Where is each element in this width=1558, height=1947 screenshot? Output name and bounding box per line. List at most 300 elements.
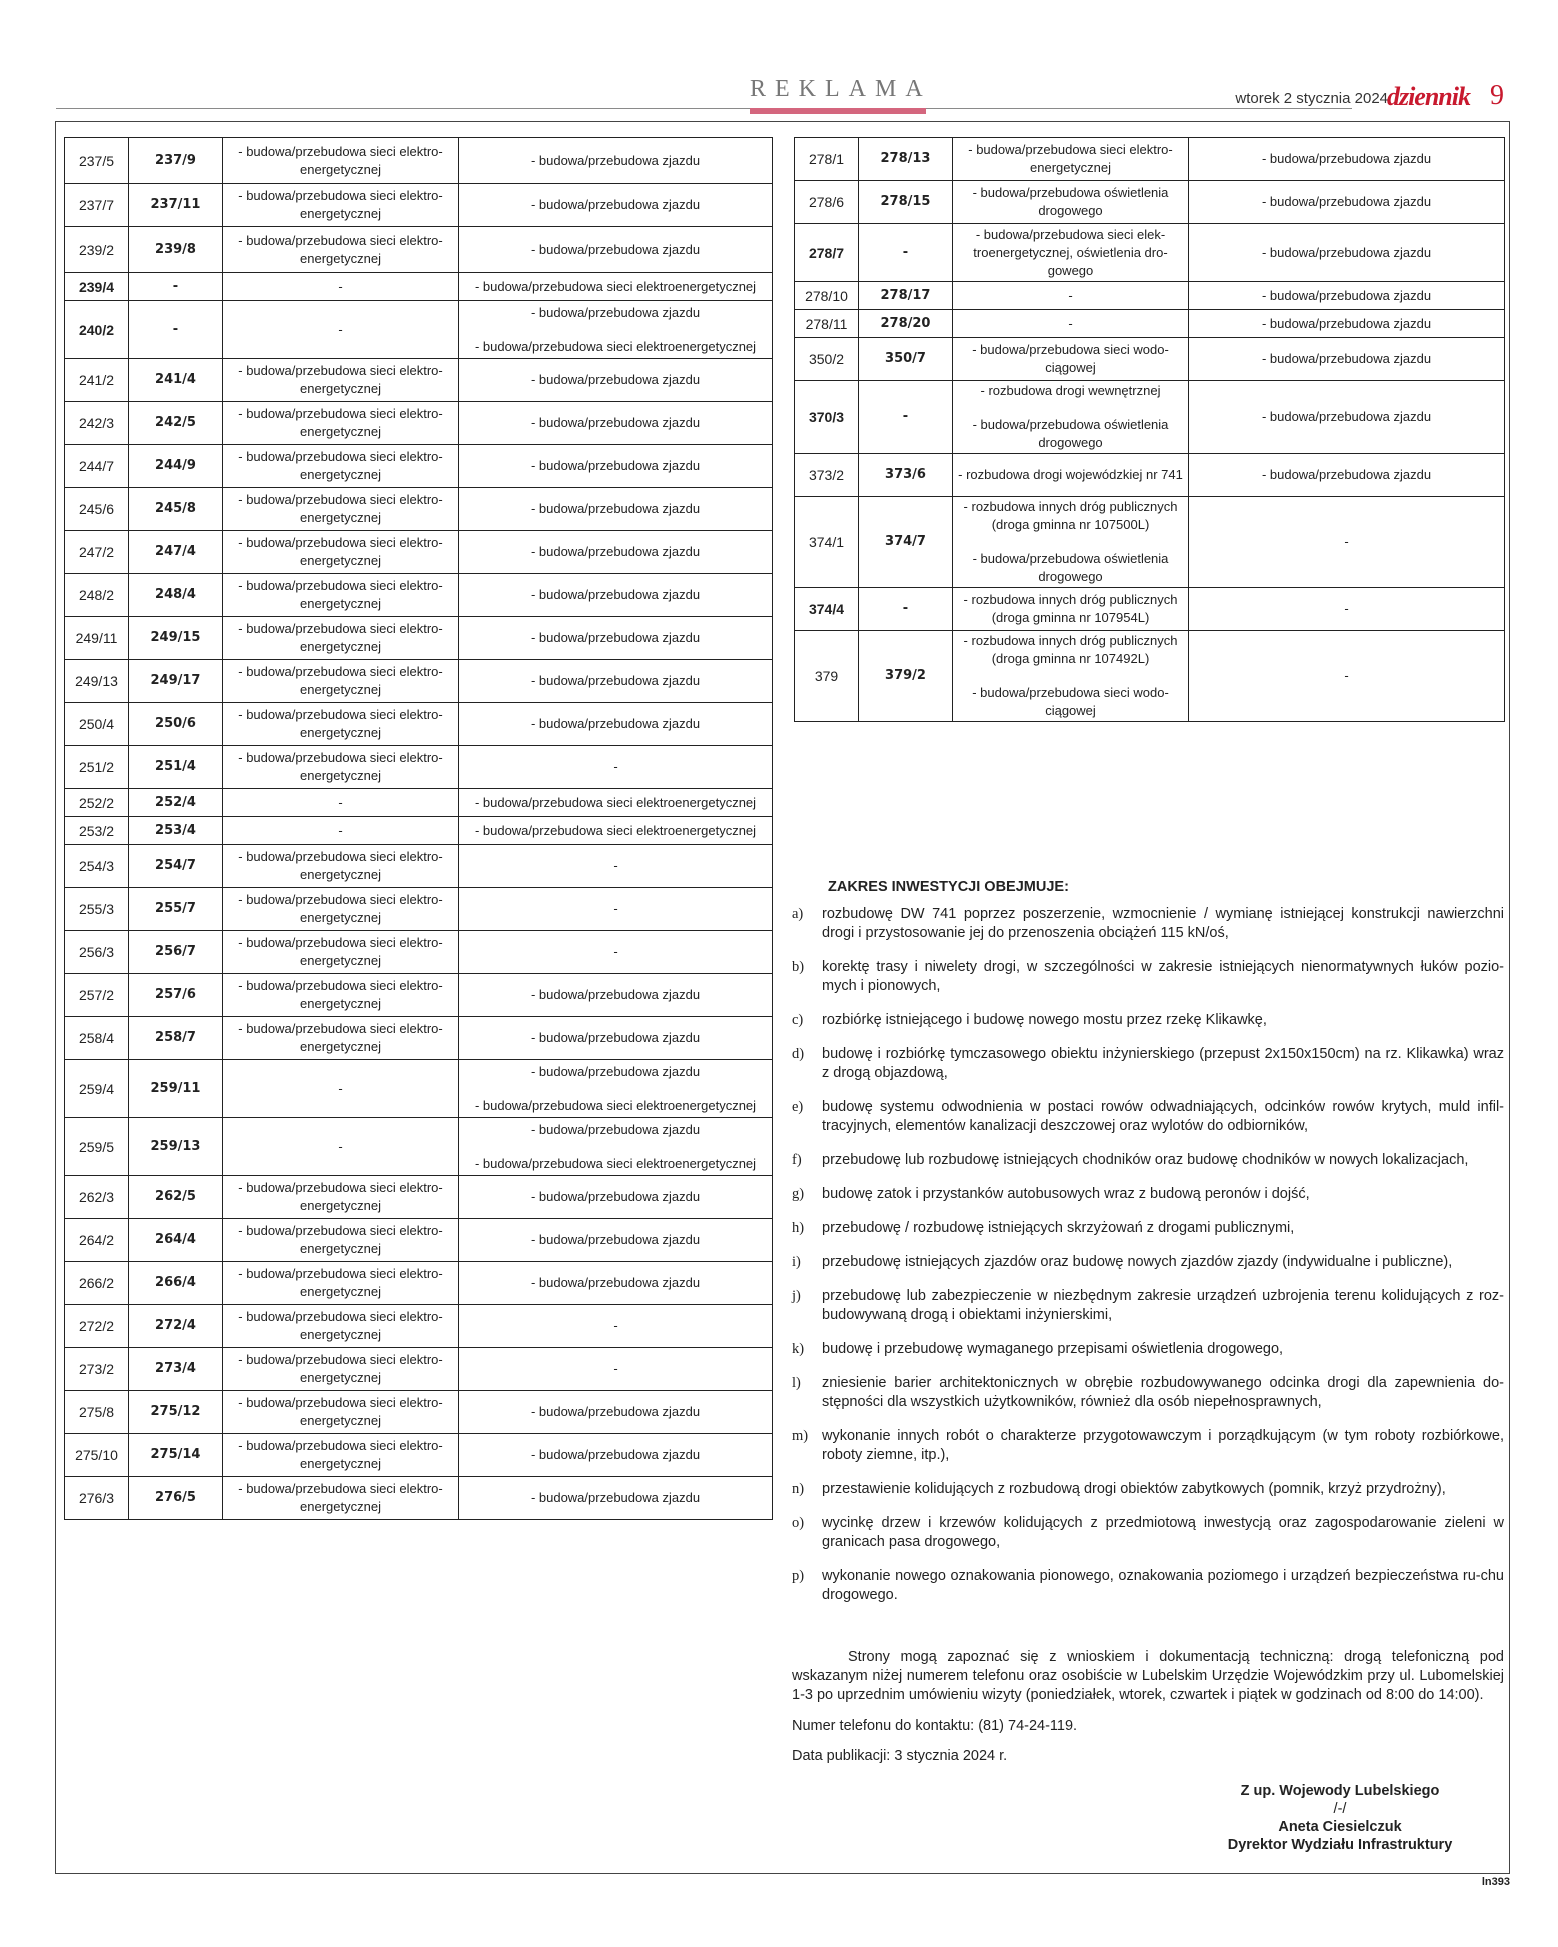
access-column (459, 138, 773, 184)
parcel-after: 262/5 (129, 1176, 223, 1219)
parcel-after: 278/17 (859, 282, 953, 310)
cell-line: - budowa/przebudowa sieci elektro-energetycznej (238, 1352, 443, 1385)
cell-line: - budowa/przebudowa sieci elektro-energetycznej (238, 535, 443, 568)
parcel-after: 373/6 (859, 454, 953, 497)
access-column (459, 1060, 773, 1118)
parcel-after: - (859, 224, 953, 282)
parcel-after: 254/7 (129, 845, 223, 888)
scope-item-text: budowę zatok i przystanków autobusowych wraz z budową peronów i dojść, (822, 1186, 1310, 1202)
parcel-before: 258/4 (65, 1017, 129, 1060)
cell-line: - (1068, 315, 1073, 331)
table-row (795, 381, 1505, 454)
parcel-before: 250/4 (65, 703, 129, 746)
access-column (1189, 381, 1505, 454)
cell-line: - budowa/przebudowa zjazdu (530, 587, 701, 602)
cell-line: - budowa/przebudowa sieci elektro-energetycznej (238, 363, 443, 396)
parcel-after: 259/13 (129, 1118, 223, 1176)
parcel-after: 253/4 (129, 817, 223, 845)
cell-line: - budowa/przebudowa sieci elektro-energetycznej (238, 978, 443, 1011)
parcel-before: 254/3 (65, 845, 129, 888)
works-column (953, 224, 1189, 282)
cell-line: - (338, 321, 343, 337)
cell-line: - budowa/przebudowa zjazdu (530, 544, 701, 559)
table-row (65, 1017, 773, 1060)
scope-item-letter: l) (792, 1375, 801, 1391)
cell-line: - budowa/przebudowa zjazdu (530, 501, 701, 516)
parcel-after: 350/7 (859, 338, 953, 381)
scope-item (792, 1567, 1504, 1605)
parcel-before: 244/7 (65, 445, 129, 488)
cell-line: - (613, 901, 618, 916)
parcel-after: 239/8 (129, 227, 223, 273)
parcel-before: 245/6 (65, 488, 129, 531)
access-column (1189, 497, 1505, 588)
right-parcel-table (794, 137, 1505, 722)
cell-line: - budowa/przebudowa zjazdu (1261, 287, 1432, 303)
access-column (459, 273, 773, 301)
parcel-before: 240/2 (65, 301, 129, 359)
scope-item-text: budowę systemu odwodnienia w postaci rowów odwadniających, odcinków rowów krytych, muld infil-tracyjnych, elementów kanalizacji deszczowej oraz wylotów do odbiorników, (822, 1099, 1504, 1134)
works-column (223, 1060, 459, 1118)
section-underline (750, 108, 926, 114)
parcel-before: 241/2 (65, 359, 129, 402)
access-column (1189, 310, 1505, 338)
table-row (65, 1262, 773, 1305)
table-row (65, 617, 773, 660)
cell-line: - budowa/przebudowa zjazdu (530, 372, 701, 387)
access-column (459, 746, 773, 789)
works-column (223, 488, 459, 531)
parcel-before: 370/3 (795, 381, 859, 454)
parcel-before: 273/2 (65, 1348, 129, 1391)
cell-line: - (613, 944, 618, 959)
scope-item (792, 1287, 1504, 1325)
works-column (223, 1017, 459, 1060)
parcel-after: - (129, 301, 223, 359)
parcel-after: 249/15 (129, 617, 223, 660)
parcel-before: 253/2 (65, 817, 129, 845)
table-row (65, 359, 773, 402)
parcel-after: 264/4 (129, 1219, 223, 1262)
scope-item (792, 1480, 1504, 1499)
parcel-after: 237/11 (129, 184, 223, 227)
access-column (1189, 138, 1505, 181)
works-column (223, 138, 459, 184)
parcel-before: 249/13 (65, 660, 129, 703)
ad-code: ln393 (1481, 1876, 1510, 1888)
scope-item-text: wycinkę drzew i krzewów kolidujących z przedmiotową inwestycją oraz zagospodarowanie zieleni w granicach pasa drogowego, (822, 1515, 1504, 1550)
works-column (953, 454, 1189, 497)
scope-item-text: korektę trasy i niwelety drogi, w szczególności w zakresie istniejących nienormatywnych łuków pozio-mych i pionowych, (822, 959, 1504, 994)
parcel-after: 245/8 (129, 488, 223, 531)
section-label: REKLAMA (750, 76, 932, 102)
access-column (459, 1477, 773, 1520)
cell-line: - budowa/przebudowa sieci elektro-energetycznej (238, 1395, 443, 1428)
cell-line: - budowa/przebudowa zjazdu (530, 673, 701, 688)
parcel-before: 264/2 (65, 1219, 129, 1262)
parcel-after: 275/12 (129, 1391, 223, 1434)
scope-item (792, 1045, 1504, 1083)
works-column (223, 273, 459, 301)
access-column (459, 617, 773, 660)
access-column (1189, 338, 1505, 381)
works-column (223, 660, 459, 703)
cell-line: - budowa/przebudowa zjazdu (530, 241, 701, 257)
works-column (223, 1348, 459, 1391)
cell-line: - (1344, 534, 1349, 549)
access-column (459, 817, 773, 845)
access-column (1189, 282, 1505, 310)
works-column (953, 381, 1189, 454)
page-number: 9 (1490, 80, 1504, 111)
table-row (65, 301, 773, 359)
parcel-before: 275/8 (65, 1391, 129, 1434)
cell-line: - budowa/przebudowa zjazdu (530, 1447, 701, 1462)
scope-item-letter: f) (792, 1152, 802, 1168)
scope-item-text: wykonanie nowego oznakowania pionowego, oznakowania poziomego i urządzeń bezpieczeństwa ru-chu drogowego. (822, 1568, 1504, 1603)
cell-line: - budowa/przebudowa zjazdu (530, 630, 701, 645)
cell-line: - budowa/przebudowa sieci elektro-energetycznej (238, 1266, 443, 1299)
table-row (65, 703, 773, 746)
cell-line: - budowa/przebudowa sieci elek-troenergetycznej, oświetlenia dro-gowego (973, 226, 1168, 278)
cell-line: - budowa/przebudowa zjazdu (1261, 351, 1432, 366)
works-column (953, 282, 1189, 310)
works-column (223, 1434, 459, 1477)
access-column (459, 931, 773, 974)
scope-item-letter: o) (792, 1515, 805, 1531)
works-column (223, 301, 459, 359)
parcel-before: 239/2 (65, 227, 129, 273)
scope-list (792, 905, 1504, 1605)
parcel-after: 242/5 (129, 402, 223, 445)
cell-line: - budowa/przebudowa zjazdu (1261, 467, 1432, 482)
cell-line: - budowa/przebudowa sieci elektro-energetycznej (238, 664, 443, 697)
cell-line: - budowa/przebudowa sieci elektro-energetycznej (238, 143, 443, 177)
access-column (459, 1434, 773, 1477)
works-column (223, 402, 459, 445)
access-column (459, 660, 773, 703)
parcel-after: 379/2 (859, 631, 953, 722)
signature-line-2: /-/ (1333, 1801, 1347, 1817)
scope-item-letter: p) (792, 1568, 805, 1584)
access-column (459, 1391, 773, 1434)
parcel-after: 278/20 (859, 310, 953, 338)
scope-item-letter: e) (792, 1099, 804, 1115)
publication-date: Data publikacji: 3 stycznia 2024 r. (792, 1748, 1008, 1764)
works-column (953, 631, 1189, 722)
contact-phone: Numer telefonu do kontaktu: (81) 74-24-119. (792, 1718, 1078, 1734)
table-row (65, 1118, 773, 1176)
cell-line: - budowa/przebudowa zjazdu (1261, 244, 1432, 260)
parcel-before: 278/7 (795, 224, 859, 282)
access-column (459, 974, 773, 1017)
parcel-after: 266/4 (129, 1262, 223, 1305)
access-column (1189, 588, 1505, 631)
scope-item (792, 1011, 1504, 1030)
page-header (56, 72, 1512, 118)
works-column (223, 1176, 459, 1219)
scope-item-letter: d) (792, 1046, 805, 1062)
cell-line: - (338, 822, 343, 838)
works-column (223, 974, 459, 1017)
scope-item-text: przebudowę lub zabezpieczenie w niezbędnym zakresie urządzeń uzbrojenia terenu kolidujących z roz-budowywaną drogą i obiektami inżynierskimi, (822, 1288, 1504, 1323)
parcel-after: - (859, 381, 953, 454)
parcel-after: - (859, 588, 953, 631)
parcel-before: 237/5 (65, 138, 129, 184)
table-row (65, 574, 773, 617)
brand-logo: dziennik (1386, 82, 1470, 111)
parcel-before: 278/1 (795, 138, 859, 181)
parcel-after: 272/4 (129, 1305, 223, 1348)
scope-title: ZAKRES INWESTYCJI OBEJMUJE: (828, 879, 1069, 895)
scope-item (792, 958, 1504, 996)
cell-line: - rozbudowa innych dróg publicznych (droga gminna nr 107492L) (963, 633, 1178, 666)
notice-paragraph: Strony mogą zapoznać się z wnioskiem i dokumentacją techniczną: drogą telefoniczną pod wskazanym niżej numerem telefonu oraz osobiście w Lubelskim Urzędzie Wojewódzkim przy ul. Lubomelskiej 1-3 po uprzednim umówieniu wizyty (poniedziałek, wtorek, czwartek i piątek w godzinach od 8:00 do 14:00). (792, 1649, 1504, 1703)
header-rule (56, 108, 1352, 109)
cell-line: - (1344, 601, 1349, 616)
scope-item-text: przebudowę istniejących zjazdów oraz budowę nowych zjazdów zjazdy (indywidualne i publiczne), (822, 1254, 1453, 1270)
table-row (65, 746, 773, 789)
cell-line: - (613, 759, 618, 774)
works-column (223, 531, 459, 574)
works-column (223, 184, 459, 227)
table-row (795, 310, 1505, 338)
scope-item (792, 1185, 1504, 1204)
table-row (65, 227, 773, 273)
cell-line: - budowa/przebudowa zjazdu (530, 1275, 701, 1290)
access-column (459, 301, 773, 359)
scope-item-letter: k) (792, 1341, 805, 1357)
scope-item (792, 1219, 1504, 1238)
access-column (459, 488, 773, 531)
cell-line: - (1344, 668, 1349, 683)
parcel-after: 259/11 (129, 1060, 223, 1118)
cell-line: - budowa/przebudowa zjazdu (530, 1121, 701, 1137)
access-column (459, 1017, 773, 1060)
cell-line: - budowa/przebudowa zjazdu (1261, 315, 1432, 331)
works-column (223, 359, 459, 402)
cell-line: - (338, 278, 343, 294)
scope-item-letter: h) (792, 1220, 805, 1236)
scope-item-text: zniesienie barier architektonicznych w obrębie rozbudowywanego odcinka drogi dla zapewnienia do-stępności dla wszystkich użytkowników, również dla osób niepełnosprawnych, (822, 1375, 1504, 1410)
scope-item-text: wykonanie innych robót o charakterze przygotowawczym i porządkującym (w tym roboty rozbiórkowe, roboty ziemne, itp.), (822, 1428, 1504, 1463)
access-column (459, 227, 773, 273)
table-row (65, 531, 773, 574)
table-row (65, 660, 773, 703)
parcel-after: 275/14 (129, 1434, 223, 1477)
table-row (795, 588, 1505, 631)
parcel-before: 266/2 (65, 1262, 129, 1305)
cell-line: - rozbudowa drogi wojewódzkiej nr 741 (958, 467, 1183, 482)
signature-line-1: Z up. Wojewody Lubelskiego (1240, 1783, 1440, 1799)
scope-item-text: przestawienie kolidujących z rozbudową drogi obiektów zabytkowych (pomnik, krzyż przydrożny), (822, 1481, 1446, 1497)
table-row (795, 454, 1505, 497)
table-row (65, 1219, 773, 1262)
cell-line: - budowa/przebudowa sieci elektro-energetycznej (238, 578, 443, 611)
parcel-after: 247/4 (129, 531, 223, 574)
table-row (65, 1391, 773, 1434)
cell-line: - budowa/przebudowa sieci elektro-energetycznej (238, 935, 443, 968)
cell-line: - budowa/przebudowa zjazdu (530, 1490, 701, 1505)
scope-item-text: rozbiórkę istniejącego i budowę nowego mostu przez rzekę Klikawkę, (822, 1012, 1267, 1028)
scope-item-text: rozbudowę DW 741 poprzez poszerzenie, wzmocnienie / wymianę istniejącej konstrukcji nawierzchni drogi i przystosowanie jej do przenoszenia obciążeń 115 kN/oś, (822, 906, 1504, 941)
works-column (223, 817, 459, 845)
cell-line: - budowa/przebudowa sieci elektro-energetycznej (238, 492, 443, 525)
access-column (459, 703, 773, 746)
table-row (795, 282, 1505, 310)
cell-line: - budowa/przebudowa zjazdu (530, 1030, 701, 1045)
access-column (459, 359, 773, 402)
cell-line: - budowa/przebudowa zjazdu (530, 458, 701, 473)
table-row (65, 931, 773, 974)
parcel-before: 379 (795, 631, 859, 722)
scope-item (792, 905, 1504, 943)
parcel-after: 244/9 (129, 445, 223, 488)
table-row (65, 1060, 773, 1118)
parcel-after: 257/6 (129, 974, 223, 1017)
cell-line: - (613, 1361, 618, 1376)
table-row (65, 138, 773, 184)
scope-item (792, 1374, 1504, 1412)
cell-line: - budowa/przebudowa sieci elektroenergetycznej (474, 1155, 757, 1171)
parcel-before: 259/4 (65, 1060, 129, 1118)
cell-line: - budowa/przebudowa sieci elektro-energetycznej (238, 449, 443, 482)
cell-line: - budowa/przebudowa zjazdu (1261, 409, 1432, 424)
works-column (223, 746, 459, 789)
cell-line: - rozbudowa drogi wewnętrznej (980, 383, 1161, 398)
parcel-after: 241/4 (129, 359, 223, 402)
parcel-after: 258/7 (129, 1017, 223, 1060)
table-row (65, 1477, 773, 1520)
parcel-before: 278/6 (795, 181, 859, 224)
access-column (1189, 631, 1505, 722)
cell-line: - budowa/przebudowa zjazdu (1261, 151, 1432, 166)
access-column (1189, 454, 1505, 497)
table-row (65, 402, 773, 445)
works-column (223, 888, 459, 931)
cell-line: - budowa/przebudowa sieci elektro-energetycznej (238, 1021, 443, 1054)
works-column (223, 931, 459, 974)
scope-item-letter: a) (792, 906, 804, 922)
table-row (795, 138, 1505, 181)
cell-line: - budowa/przebudowa sieci wodo-ciągowej (972, 685, 1169, 718)
works-column (953, 310, 1189, 338)
works-column (223, 703, 459, 746)
scope-item-letter: n) (792, 1481, 805, 1497)
scope-item (792, 1098, 1504, 1136)
table-row (65, 789, 773, 817)
table-row (65, 1176, 773, 1219)
parcel-after: 252/4 (129, 789, 223, 817)
cell-line: - budowa/przebudowa sieci elektroenergetycznej (474, 1097, 757, 1113)
access-column (1189, 224, 1505, 282)
access-column (459, 1348, 773, 1391)
cell-line: - (613, 1318, 618, 1333)
scope-item-letter: m) (792, 1428, 809, 1444)
cell-line: - budowa/przebudowa zjazdu (530, 152, 701, 168)
table-row (795, 224, 1505, 282)
scope-item-text: budowę i rozbiórkę tymczasowego obiektu inżynierskiego (przepust 2x150x150cm) na rz. Klikawka) wraz z drogą objazdową, (822, 1046, 1504, 1081)
access-column (459, 1305, 773, 1348)
access-column (459, 445, 773, 488)
access-column (459, 845, 773, 888)
parcel-after: 273/4 (129, 1348, 223, 1391)
parcel-before: 374/4 (795, 588, 859, 631)
table-row (795, 497, 1505, 588)
scope-item (792, 1151, 1504, 1170)
parcel-before: 257/2 (65, 974, 129, 1017)
access-column (459, 1262, 773, 1305)
scope-item-letter: b) (792, 959, 805, 975)
table-row (65, 1348, 773, 1391)
parcel-after: 251/4 (129, 746, 223, 789)
cell-line: - budowa/przebudowa sieci elektro-energetycznej (238, 750, 443, 783)
parcel-after: 256/7 (129, 931, 223, 974)
table-row (65, 445, 773, 488)
scope-item-text: budowę i przebudowę wymaganego przepisami oświetlenia drogowego, (822, 1341, 1284, 1357)
works-column (223, 1305, 459, 1348)
signature-block (1200, 1782, 1480, 1854)
cell-line: - budowa/przebudowa sieci elektro-energetycznej (238, 406, 443, 439)
parcel-before: 247/2 (65, 531, 129, 574)
cell-line: - budowa/przebudowa sieci elektro-energetycznej (238, 1223, 443, 1256)
parcel-before: 373/2 (795, 454, 859, 497)
cell-line: - (338, 794, 343, 810)
table-row (65, 974, 773, 1017)
works-column (223, 1118, 459, 1176)
cell-line: - (338, 1080, 343, 1096)
parcel-after: 248/4 (129, 574, 223, 617)
scope-item-letter: j) (792, 1288, 801, 1304)
cell-line: - budowa/przebudowa zjazdu (530, 1063, 701, 1079)
table-row (65, 888, 773, 931)
parcel-after: 278/13 (859, 138, 953, 181)
cell-line: - budowa/przebudowa sieci elektro-energetycznej (238, 707, 443, 740)
parcel-before: 256/3 (65, 931, 129, 974)
access-column (459, 1176, 773, 1219)
works-column (223, 1219, 459, 1262)
parcel-before: 242/3 (65, 402, 129, 445)
works-column (223, 227, 459, 273)
parcel-before: 275/10 (65, 1434, 129, 1477)
table-row (65, 845, 773, 888)
cell-line: - budowa/przebudowa sieci elektro-energetycznej (238, 1481, 443, 1514)
parcel-before: 276/3 (65, 1477, 129, 1520)
cell-line: - budowa/przebudowa sieci elektro-energetycznej (968, 142, 1173, 175)
cell-line: - budowa/przebudowa sieci elektro-energetycznej (238, 1309, 443, 1342)
works-column (953, 338, 1189, 381)
cell-line: - budowa/przebudowa zjazdu (530, 415, 701, 430)
scope-item-text: przebudowę lub rozbudowę istniejących chodników oraz budowę chodników w nowych lokalizacjach, (822, 1152, 1469, 1168)
access-column (1189, 181, 1505, 224)
cell-line: - rozbudowa innych dróg publicznych (droga gminna nr 107954L) (963, 592, 1178, 625)
scope-item-letter: c) (792, 1012, 804, 1028)
works-column (223, 789, 459, 817)
scope-item (792, 1253, 1504, 1272)
cell-line: - budowa/przebudowa zjazdu (530, 1232, 701, 1247)
works-column (953, 588, 1189, 631)
parcel-after: 237/9 (129, 138, 223, 184)
cell-line: - budowa/przebudowa sieci elektro-energetycznej (238, 849, 443, 882)
access-column (459, 531, 773, 574)
investment-scope (792, 878, 1504, 1620)
parcel-before: 252/2 (65, 789, 129, 817)
works-column (953, 181, 1189, 224)
scope-item (792, 1514, 1504, 1552)
cell-line: - budowa/przebudowa zjazdu (530, 304, 701, 320)
cell-line: - budowa/przebudowa zjazdu (1261, 194, 1432, 209)
signature-name: Aneta Ciesielczuk (1278, 1819, 1402, 1835)
